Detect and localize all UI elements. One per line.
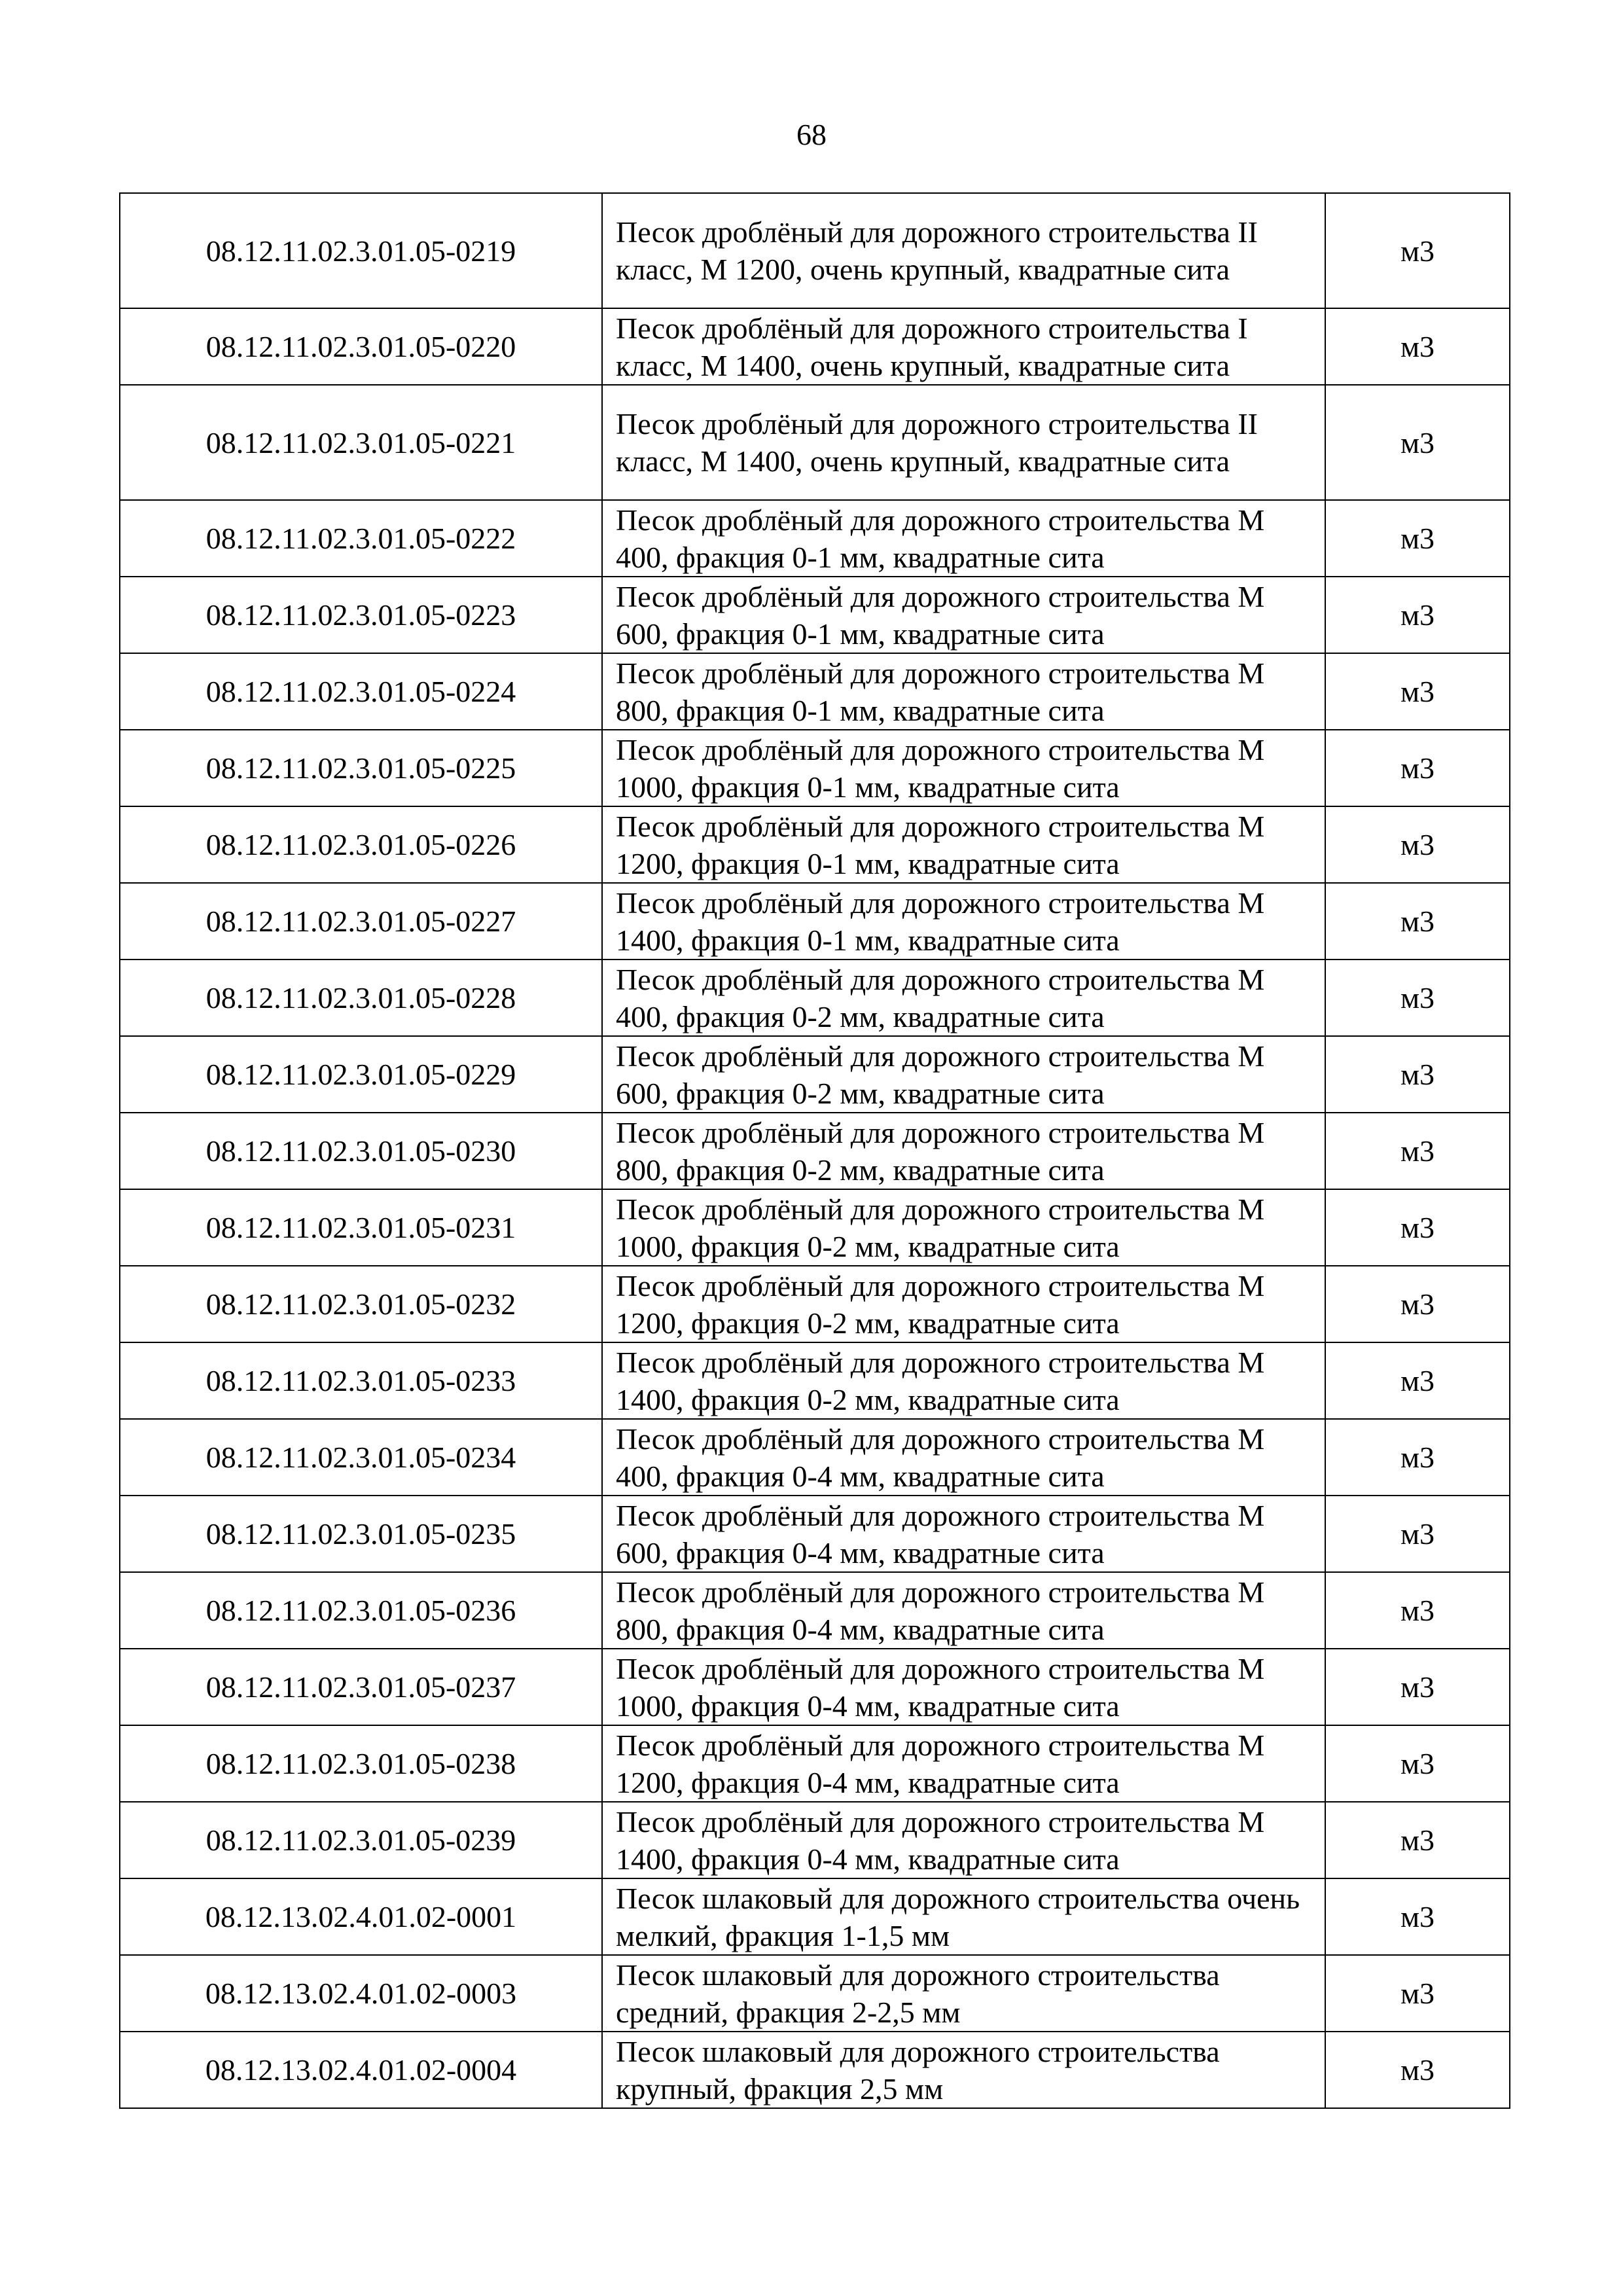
unit-cell: м3 — [1325, 500, 1510, 577]
resource-name-cell: Песок дроблёный для дорожного строительства М 400, фракция 0-4 мм, квадратные сита — [602, 1419, 1325, 1496]
resource-code-cell: 08.12.11.02.3.01.05-0228 — [120, 960, 602, 1036]
unit-cell: м3 — [1325, 193, 1510, 308]
resource-code-cell: 08.12.11.02.3.01.05-0226 — [120, 806, 602, 883]
table-row — [120, 1725, 1510, 1802]
resource-code-cell: 08.12.11.02.3.01.05-0236 — [120, 1572, 602, 1649]
resource-code-cell: 08.12.11.02.3.01.05-0223 — [120, 577, 602, 653]
table-row — [120, 653, 1510, 730]
unit-cell: м3 — [1325, 577, 1510, 653]
resource-name-cell: Песок шлаковый для дорожного строительства очень мелкий, фракция 1-1,5 мм — [602, 1878, 1325, 1955]
resource-code-cell: 08.12.11.02.3.01.05-0239 — [120, 1802, 602, 1878]
resource-code-cell: 08.12.11.02.3.01.05-0235 — [120, 1496, 602, 1572]
unit-cell: м3 — [1325, 806, 1510, 883]
resource-code-cell: 08.12.11.02.3.01.05-0231 — [120, 1189, 602, 1266]
resource-name-cell: Песок дроблёный для дорожного строительства II класс, М 1400, очень крупный, квадратные сита — [602, 385, 1325, 500]
unit-cell: м3 — [1325, 1878, 1510, 1955]
resource-code-cell: 08.12.11.02.3.01.05-0221 — [120, 385, 602, 500]
table-row — [120, 730, 1510, 806]
table-row — [120, 1802, 1510, 1878]
resource-name-cell: Песок дроблёный для дорожного строительства М 1000, фракция 0-1 мм, квадратные сита — [602, 730, 1325, 806]
resource-code-cell: 08.12.11.02.3.01.05-0230 — [120, 1113, 602, 1189]
table-row — [120, 577, 1510, 653]
resource-code-cell: 08.12.13.02.4.01.02-0001 — [120, 1878, 602, 1955]
table-row — [120, 500, 1510, 577]
table-row — [120, 1955, 1510, 2032]
resource-code-cell: 08.12.11.02.3.01.05-0227 — [120, 883, 602, 960]
table-row — [120, 308, 1510, 385]
table-row — [120, 1036, 1510, 1113]
resource-name-cell: Песок дроблёный для дорожного строительства М 1400, фракция 0-1 мм, квадратные сита — [602, 883, 1325, 960]
resource-name-cell: Песок дроблёный для дорожного строительства М 400, фракция 0-2 мм, квадратные сита — [602, 960, 1325, 1036]
resource-code-cell: 08.12.11.02.3.01.05-0222 — [120, 500, 602, 577]
unit-cell: м3 — [1325, 2032, 1510, 2108]
resource-name-cell: Песок шлаковый для дорожного строительства средний, фракция 2-2,5 мм — [602, 1955, 1325, 2032]
unit-cell: м3 — [1325, 1572, 1510, 1649]
unit-cell: м3 — [1325, 308, 1510, 385]
materials-table — [119, 192, 1510, 2109]
table-row — [120, 883, 1510, 960]
resource-name-cell: Песок дроблёный для дорожного строительства М 1200, фракция 0-4 мм, квадратные сита — [602, 1725, 1325, 1802]
unit-cell: м3 — [1325, 1725, 1510, 1802]
table-row — [120, 1496, 1510, 1572]
unit-cell: м3 — [1325, 653, 1510, 730]
resource-name-cell: Песок дроблёный для дорожного строительства М 600, фракция 0-4 мм, квадратные сита — [602, 1496, 1325, 1572]
resource-code-cell: 08.12.11.02.3.01.05-0224 — [120, 653, 602, 730]
resource-name-cell: Песок дроблёный для дорожного строительства М 800, фракция 0-4 мм, квадратные сита — [602, 1572, 1325, 1649]
resource-code-cell: 08.12.11.02.3.01.05-0219 — [120, 193, 602, 308]
resource-code-cell: 08.12.11.02.3.01.05-0232 — [120, 1266, 602, 1342]
table-row — [120, 1572, 1510, 1649]
table-row — [120, 806, 1510, 883]
resource-code-cell: 08.12.11.02.3.01.05-0238 — [120, 1725, 602, 1802]
page-number: 68 — [796, 118, 827, 151]
resource-name-cell: Песок дроблёный для дорожного строительства М 800, фракция 0-2 мм, квадратные сита — [602, 1113, 1325, 1189]
table-row — [120, 193, 1510, 308]
resource-name-cell: Песок дроблёный для дорожного строительства I класс, М 1400, очень крупный, квадратные сита — [602, 308, 1325, 385]
resource-name-cell: Песок шлаковый для дорожного строительства крупный, фракция 2,5 мм — [602, 2032, 1325, 2108]
unit-cell: м3 — [1325, 1266, 1510, 1342]
unit-cell: м3 — [1325, 1419, 1510, 1496]
resource-code-cell: 08.12.11.02.3.01.05-0220 — [120, 308, 602, 385]
resource-name-cell: Песок дроблёный для дорожного строительства М 1200, фракция 0-1 мм, квадратные сита — [602, 806, 1325, 883]
unit-cell: м3 — [1325, 385, 1510, 500]
resource-code-cell: 08.12.11.02.3.01.05-0229 — [120, 1036, 602, 1113]
unit-cell: м3 — [1325, 1342, 1510, 1419]
resource-code-cell: 08.12.13.02.4.01.02-0004 — [120, 2032, 602, 2108]
table-row — [120, 960, 1510, 1036]
table-row — [120, 1342, 1510, 1419]
unit-cell: м3 — [1325, 1802, 1510, 1878]
resource-name-cell: Песок дроблёный для дорожного строительства М 1400, фракция 0-4 мм, квадратные сита — [602, 1802, 1325, 1878]
resource-name-cell: Песок дроблёный для дорожного строительства II класс, М 1200, очень крупный, квадратные сита — [602, 193, 1325, 308]
unit-cell: м3 — [1325, 1036, 1510, 1113]
resource-name-cell: Песок дроблёный для дорожного строительства М 400, фракция 0-1 мм, квадратные сита — [602, 500, 1325, 577]
resource-code-cell: 08.12.11.02.3.01.05-0225 — [120, 730, 602, 806]
table-row — [120, 1419, 1510, 1496]
table-row — [120, 385, 1510, 500]
resource-code-cell: 08.12.11.02.3.01.05-0234 — [120, 1419, 602, 1496]
resource-name-cell: Песок дроблёный для дорожного строительства М 1000, фракция 0-2 мм, квадратные сита — [602, 1189, 1325, 1266]
resource-name-cell: Песок дроблёный для дорожного строительства М 600, фракция 0-1 мм, квадратные сита — [602, 577, 1325, 653]
unit-cell: м3 — [1325, 1649, 1510, 1725]
table-row — [120, 1189, 1510, 1266]
resource-code-cell: 08.12.11.02.3.01.05-0233 — [120, 1342, 602, 1419]
table-row — [120, 1649, 1510, 1725]
resource-name-cell: Песок дроблёный для дорожного строительства М 800, фракция 0-1 мм, квадратные сита — [602, 653, 1325, 730]
table-row — [120, 1113, 1510, 1189]
unit-cell: м3 — [1325, 730, 1510, 806]
table-row — [120, 1266, 1510, 1342]
resource-name-cell: Песок дроблёный для дорожного строительства М 600, фракция 0-2 мм, квадратные сита — [602, 1036, 1325, 1113]
resource-code-cell: 08.12.13.02.4.01.02-0003 — [120, 1955, 602, 2032]
table-row — [120, 1878, 1510, 1955]
table-row — [120, 2032, 1510, 2108]
unit-cell: м3 — [1325, 1113, 1510, 1189]
unit-cell: м3 — [1325, 1189, 1510, 1266]
resource-code-cell: 08.12.11.02.3.01.05-0237 — [120, 1649, 602, 1725]
unit-cell: м3 — [1325, 960, 1510, 1036]
resource-name-cell: Песок дроблёный для дорожного строительства М 1000, фракция 0-4 мм, квадратные сита — [602, 1649, 1325, 1725]
unit-cell: м3 — [1325, 883, 1510, 960]
resource-name-cell: Песок дроблёный для дорожного строительства М 1200, фракция 0-2 мм, квадратные сита — [602, 1266, 1325, 1342]
unit-cell: м3 — [1325, 1955, 1510, 2032]
resource-name-cell: Песок дроблёный для дорожного строительства М 1400, фракция 0-2 мм, квадратные сита — [602, 1342, 1325, 1419]
unit-cell: м3 — [1325, 1496, 1510, 1572]
